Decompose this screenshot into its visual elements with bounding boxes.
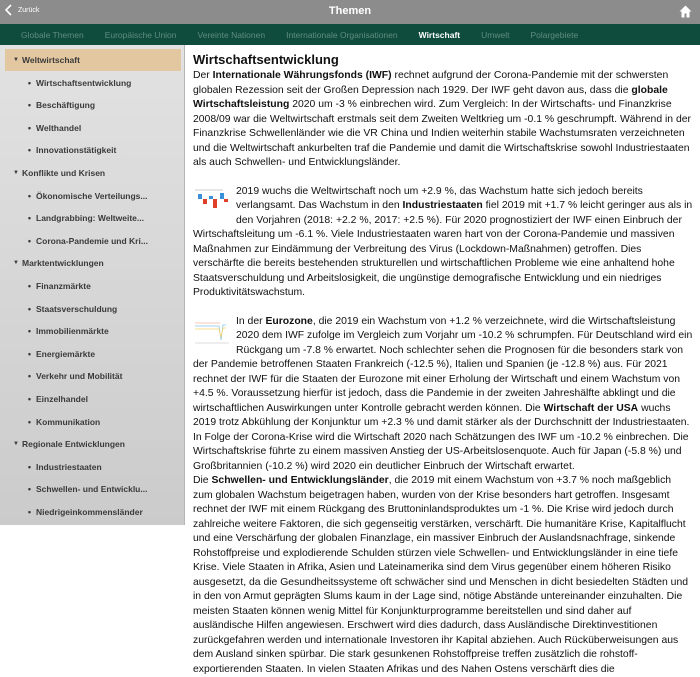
text-segment: , die 2019 mit einem Wachstum von +3.7 % noch maßgeblich zum globalen Wachstum beigetragen haben, wurden von der Krise besonders hart getroffen. Insgesamt rechnet der IWF mit einem Rückgang des Bruttoninlandsproduktes um -1 %. Die Krise wird jedoch durch zahlreiche weitere Faktoren, die sich gegenseitig verstärken, verschärft. Die humanitäre Krise, Kapitalflucht und eine Verschärfung der globalen Finanzlage, ein massiver Einbruch der Auslandsnachfrage, sinkende Rohstoffpreise und explodierende Schulden stürzen viele Schwellen- und Entwicklungsländer in eine tiefe Krise. Viele Staaten in Afrika, Asien und Lateinamerika sind dem Virus gegenüber einem höheren Risiko ausgesetzt, da die Gesundheitssysteme oft schwächer sind und Menschen in dicht besiedelten Städten und in den von Armut geprägten Slums kaum in der Lage sind, nötige Abstände untereinander einzuhalten. Die meisten Staaten können wenig Mittel für Konjunkturprogramme bereitstellen und sind daher auf ausländische Hilfen angewiesen. Erschwert wird dies dadurch, dass Ausländische Direktinvestitionen zurückgefahren werden und internationale Investoren ihr Kapital abziehen. Auch Rücküberweisungen aus dem Ausland sinken spürbar. Die stark gesunkenen Rohstoffpreise treffen zusätzlich die rohstoff-exportierenden Staaten. In vielen Staaten Afrikas und des Nahen Ostens verschärft dies die [193,475,689,675]
bullet-icon: • [27,190,31,201]
sidebar-item-label: Marktentwicklungen [22,258,104,269]
sidebar [0,45,185,525]
sidebar-item[interactable] [5,275,181,297]
bullet-icon: • [27,303,31,314]
bold-term: globale Wirtschaftsleistung [193,84,668,110]
bullet-icon: • [27,235,31,246]
triangle-down-icon: ▼ [13,170,19,176]
bullet-icon: • [27,77,31,88]
sidebar-item-label: Welthandel [36,122,82,133]
sidebar-item-label: Innovationstätigkeit [36,145,117,156]
text-segment: rechnet aufgrund der Corona-Pandemie mit der schwersten globalen Rezession seit der Großen Depression nach 1929. Der IWF geht davon aus, dass die [193,70,669,96]
bold-term: Industriestaaten [402,200,483,211]
line-chart-thumbnail[interactable] [193,317,231,345]
sidebar-item-label: Corona-Pandemie und Kri... [36,235,148,246]
tab-europäische-union[interactable]: Europäische Union [104,29,177,40]
bullet-icon: • [27,122,31,133]
sidebar-item-label: Energiemärkte [36,348,96,359]
article [193,52,693,677]
text-segment: fiel 2019 mit +1.7 % leicht geringer aus als in den Vorjahren (2018: +2.2 %, 2017: +2.5 %). Für 2020 prognostiziert der IWF einen Einbruch der Wirtschaftsleitung um -6.1 %. Viele Industriestaaten waren hart von der Corona-Pandemie und massiven Maßnahmen zur Eindämmung der Verbreitung des Virus (Lockdown-Maßnahmen) getroffen. Dies verschärfte die bereits bestehenden strukturellen und wirtschaftlichen Probleme wie eine anhaltend hohe Staatsverschuldung und Arbeitslosigkeit, die ungünstige demografische Entwicklung und ein niedriges Produktivitätswachstum. [193,200,693,298]
sidebar-item[interactable] [5,343,181,365]
sidebar-item[interactable] [5,139,181,161]
tab-globale-themen[interactable]: Globale Themen [21,29,84,40]
bullet-icon: • [27,281,31,291]
sidebar-item[interactable] [5,72,181,94]
article-paragraph [193,69,693,171]
article-title: Wirtschaftsentwicklung [193,52,339,67]
sidebar-item-label: Landgrabbing: Weltweite... [36,213,144,224]
bullet-icon: • [27,484,31,495]
bullet-icon: • [27,100,31,111]
bold-term: Eurozone [265,315,313,327]
sidebar-item-label: Industriestaaten [36,461,102,472]
sidebar-item[interactable] [5,501,181,523]
bullet-icon: • [27,507,31,517]
text-segment: 2020 um -3 % einbrechen wird. Zum Vergleich: In der Wirtschafts- und Finanzkrise 2008/09 war die Weltwirtschaft erstmals seit dem Zweiten Weltkrieg um -0.1 % geschrumpft. Während in der Finanzkrise Schwellenländer wie die VR China und Indien weiterhin stabile Wachstumsraten verzeichneten und die Weltwirtschaft ankurbelten traf die Pandemie und damit die Wirtschaftskrise sowohl Industriestaaten als auch Schwellen- und Entwicklungsländer. [193,99,691,168]
bold-term: Wirtschaft der USA [543,402,639,414]
sidebar-item[interactable] [5,230,181,252]
sidebar-item[interactable] [5,94,181,116]
bullet-icon: • [27,394,31,404]
bullet-icon: • [27,416,31,427]
tab-polargebiete[interactable]: Polargebiete [530,29,579,40]
sidebar-item-label: Kommunikation [36,416,101,427]
bold-term: Schwellen- und Entwicklungsländer [211,475,389,486]
sidebar-item-label: Schwellen- und Entwicklu... [36,484,148,495]
sidebar-item[interactable] [5,365,181,387]
bullet-icon: • [27,348,31,359]
sidebar-item-label: Verkehr und Mobilität [36,371,123,382]
sidebar-item[interactable] [5,298,181,320]
article-paragraph [193,315,693,475]
sidebar-item-label: Wirtschaftsentwicklung [36,77,132,88]
bullet-icon: • [27,326,31,337]
triangle-down-icon: ▼ [13,57,19,63]
sidebar-item-label: Regionale Entwicklungen [22,439,125,450]
home-icon[interactable] [679,5,692,18]
sidebar-item-label: Weltwirtschaft [22,55,80,65]
text-segment: , die 2019 ein Wachstum von +1.2 % verzeichnete, wird die Wirtschaftsleistung 2020 dem IWF zufolge im Vergleich zum Vorjahr um -10.2 % schrumpfen. Für Deutschland wird ein Rückgang um -7.8 % erwartet. Noch schlechter sehen die Prognosen für die besonders stark von der Pandemie betroffenen Staaten Frankreich (-12.5 %), Italien und Spanien (je -12.8 %) aus. Für 2021 rechnet der IWF für die Staaten der Eurozone mit einer Erholung der Wirtschaft und einem Wachstum von +4.5 %. Voraussetzung hierfür ist jedoch, dass die Pandemie in der zweiten Jahreshälfte abklingt und die wirtschaftlichen Auswirkungen unter Kontrolle gebracht werden können. Die [193,315,693,414]
bullet-icon: • [27,371,31,382]
sidebar-group[interactable] [5,433,181,455]
sidebar-item-label: Niedrigeinkommensländer [36,507,143,517]
tab-bar [0,24,700,45]
sidebar-item[interactable] [5,185,181,207]
sidebar-item-label: Ökonomische Verteilungs... [36,190,148,201]
sidebar-item[interactable] [5,388,181,410]
sidebar-item-label: Einzelhandel [36,394,88,404]
sidebar-item[interactable] [5,207,181,229]
bullet-icon: • [27,213,31,224]
sidebar-item[interactable] [5,320,181,342]
text-segment: Der [193,70,213,81]
article-paragraph [193,474,693,677]
tab-internationale-organisationen[interactable]: Internationale Organisationen [286,29,398,40]
triangle-down-icon: ▼ [13,260,19,267]
page-title: Themen [328,5,372,17]
bar-chart-thumbnail[interactable] [193,187,231,215]
sidebar-item-label: Immobilienmärkte [36,326,109,337]
bullet-icon: • [27,145,31,156]
bold-term: Internationale Währungsfonds (IWF) [212,70,392,81]
sidebar-item[interactable] [5,456,181,478]
sidebar-item-label: Staatsverschuldung [36,303,118,314]
tab-umwelt[interactable]: Umwelt [481,29,510,40]
back-label: Zurück [18,6,40,14]
article-paragraph [193,185,693,301]
tab-vereinte-nationen[interactable]: Vereinte Nationen [197,29,266,40]
sidebar-group[interactable] [5,162,181,184]
sidebar-group[interactable] [5,252,181,274]
sidebar-item-label: Konflikte und Krisen [22,168,106,178]
sidebar-item[interactable] [5,411,181,433]
text-segment: Die [193,475,212,486]
sidebar-item-label: Beschäftigung [36,100,96,111]
sidebar-item-label: Finanzmärkte [36,281,91,291]
sidebar-item[interactable] [5,478,181,500]
text-segment: wuchs 2019 trotz Abkühlung der Konjunktur um +2.3 % und damit stärker als der Durchschnitt der Industriestaaten. In Folge der Corona-Krise wird die Wirtschaft 2020 nach Schätzungen des IWF um -10.2 % einbrechen. Die Wirtschaftskrise führte zu einem massiven Anstieg der US-Arbeitslosenquote. Auch für Japan (-5.8 %) und Großbritannien (-10.2 %) wird 2020 ein deutlicher Einbruch der Wirtschaft erwartet. [193,402,690,472]
triangle-down-icon: ▼ [13,441,19,448]
text-segment: In der [236,315,266,327]
sidebar-item[interactable] [5,117,181,139]
top-bar [0,0,700,24]
text-segment: 2019 wuchs die Weltwirtschaft noch um +2.9 %, das Wachstum hatte sich jedoch bereits verlangsamt. Das Wachstum in den [236,185,643,211]
sidebar-group[interactable] [5,49,181,71]
tab-wirtschaft[interactable]: Wirtschaft [418,29,461,40]
bullet-icon: • [27,461,31,472]
